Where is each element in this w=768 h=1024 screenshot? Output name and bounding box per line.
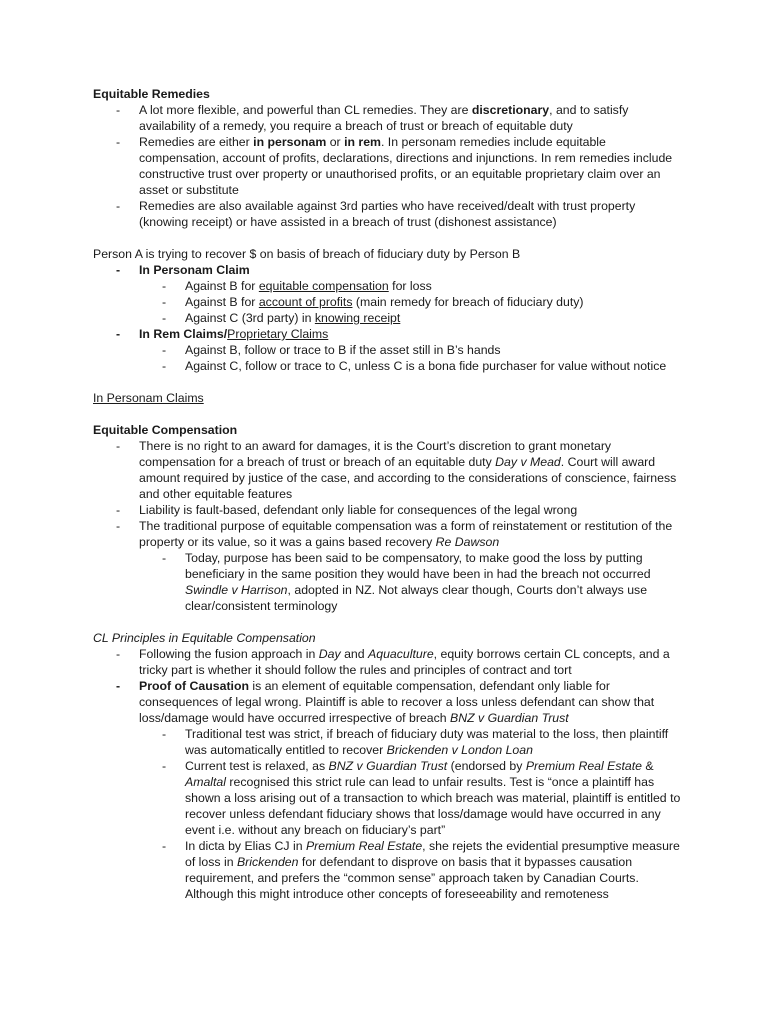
paragraph-gap [93,406,683,422]
bullet-dash: - [116,519,121,533]
bullet-dash: - [162,359,167,373]
text-segment: In Rem Claims/ [139,327,228,341]
bullet-dash: - [116,327,121,341]
text-segment: CL Principles in Equitable Compensation [93,631,316,645]
text-segment: , adopted in NZ. Not always clear though, Courts don’t always use clear/consistent terminology [185,583,648,613]
block-text [93,247,520,261]
text-segment: Against C, follow or trace to C, unless C is a bona fide purchaser for value without notice [185,359,667,373]
block-text [93,87,210,101]
text-segment: account of profits [258,295,353,309]
block-text [185,343,501,357]
text-segment: for loss [388,279,432,293]
block-text [185,727,668,757]
text-segment: BNZ v Guardian Trust [328,759,448,773]
bullet-item-level-1 [93,134,683,198]
text-segment: is an element of equitable compensation, defendant only liable for consequences of legal wrong. Plaintiff is able to recover a loss unless defendant can show that loss/damage would have occurred irrespective of breach [139,679,655,725]
block-text [139,103,628,133]
text-segment: in personam [253,135,327,149]
text-segment: . Court will award amount required by justice of the case, and according to the considerations of conscience, fairness and other equitable features [139,455,677,501]
block-text [139,679,654,725]
bullet-item-level-1 [93,502,683,518]
text-segment: Current test is relaxed, as [185,759,329,773]
text-segment: A lot more flexible, and powerful than CL remedies. They are [139,103,472,117]
bullet-item-level-1 [93,102,683,134]
block-text [139,647,670,677]
text-segment: Amaltal [185,775,227,789]
block-text [185,295,583,309]
bullet-dash: - [162,551,167,565]
text-segment: Premium Real Estate [525,759,643,773]
text-segment: Brickenden [236,855,299,869]
text-segment: There is no right to an award for damages, it is the Court’s discretion to grant monetary compensation for a breach of trust or breach of an equitable duty [139,439,612,469]
bullet-dash: - [116,135,121,149]
block-text [93,631,316,645]
paragraph-gap [93,230,683,246]
paragraph [93,246,683,262]
text-segment: Liability is fault-based, defendant only liable for consequences of the legal wrong [139,503,578,517]
block-text [185,279,432,293]
bullet-item-level-2 [93,838,683,902]
text-segment: Equitable Compensation [93,423,238,437]
text-segment: or [326,135,345,149]
bullet-dash: - [162,295,167,309]
paragraph [93,86,683,102]
text-segment: The traditional purpose of equitable compensation was a form of reinstatement or restitution of the property or its value, so it was a gains based recovery [139,519,673,549]
text-segment: equitable compensation [258,279,389,293]
bullet-item-level-1 [93,262,683,278]
text-segment: discretionary [471,103,550,117]
text-segment: In dicta by Elias CJ in [185,839,306,853]
bullet-dash: - [162,311,167,325]
text-segment: Brickenden v London Loan [386,743,533,757]
block-text [185,839,680,901]
bullet-item-level-2 [93,294,683,310]
text-segment: Premium Real Estate [305,839,423,853]
text-segment: Against C (3rd party) in [185,311,315,325]
block-text [139,263,250,277]
block-text [185,311,400,325]
text-segment: Against B for [185,279,259,293]
text-segment: , she rejets the evidential presumptive measure of loss in [185,839,680,869]
text-segment: BNZ v Guardian Trust [450,711,569,725]
text-segment: for defendant to disprove on basis that it bypasses causation requirement, and prefers the “common sense” approach taken by Canadian Courts. Although this might introduce other concepts of foreseeability and remoteness [185,855,639,901]
bullet-item-level-2 [93,310,683,326]
bullet-item-level-1 [93,518,683,550]
text-segment: , and to satisfy availability of a remedy, you require a breach of trust or breach of equitable duty [139,103,629,133]
text-segment: Proof of Causation [139,679,249,693]
bullet-item-level-1 [93,438,683,502]
text-segment: Aquaculture [368,647,434,661]
text-segment: Following the fusion approach in [139,647,319,661]
text-segment: Re Dawson [435,535,500,549]
paragraph [93,630,683,646]
paragraph-gap [93,614,683,630]
paragraph [93,422,683,438]
block-text [185,359,666,373]
block-text [93,391,204,405]
bullet-item-level-1 [93,646,683,678]
block-text [139,199,635,229]
bullet-dash: - [116,679,121,693]
block-text [139,439,676,501]
bullet-dash: - [162,759,167,773]
bullet-item-level-1 [93,326,683,342]
bullet-dash: - [162,727,167,741]
bullet-dash: - [162,839,167,853]
block-text [139,327,328,341]
bullet-item-level-2 [93,278,683,294]
block-text [93,423,237,437]
bullet-dash: - [116,439,121,453]
bullet-dash: - [116,199,121,213]
text-segment: Remedies are either [139,135,254,149]
text-segment: Day v Mead [495,455,561,469]
text-segment: Proprietary Claims [227,327,329,341]
text-segment: Against B for [185,295,259,309]
text-segment: Person A is trying to recover $ on basis of breach of fiduciary duty by Person B [93,247,521,261]
bullet-item-level-2 [93,758,683,838]
bullet-item-level-1 [93,678,683,726]
text-segment: Swindle v Harrison [185,583,288,597]
bullet-dash: - [116,263,121,277]
bullet-dash: - [162,343,167,357]
bullet-item-level-2 [93,726,683,758]
block-text [185,551,651,613]
paragraph-gap [93,374,683,390]
text-segment: In Personam Claims [93,391,204,405]
text-segment: . In personam remedies include equitable compensation, account of profits, declarations, directions and injunctions. In rem remedies include constructive trust over property or unauthorised profits, or an equitable proprietary claim over an asset or substitute [139,135,673,197]
bullet-dash: - [116,103,121,117]
bullet-item-level-1 [93,198,683,230]
text-segment: & [642,759,654,773]
text-segment: in rem [344,135,381,149]
text-segment: Against B, follow or trace to B if the asset still in B’s hands [185,343,501,357]
text-segment: knowing receipt [314,311,401,325]
text-segment: In Personam Claim [139,263,250,277]
document-page [93,86,683,902]
bullet-dash: - [116,503,121,517]
block-text [139,519,672,549]
bullet-item-level-2 [93,550,683,614]
text-segment: Traditional test was strict, if breach of fiduciary duty was material to the loss, then plaintiff was automatically entitled to recover [185,727,669,757]
block-text [185,759,680,837]
text-segment: , equity borrows certain CL concepts, and a tricky part is whether it should follow the rules and principles of contract and tort [139,647,670,677]
block-text [139,135,672,197]
text-segment: Remedies are also available against 3rd parties who have received/dealt with trust property (knowing receipt) or have assisted in a breach of trust (dishonest assistance) [139,199,636,229]
text-segment: Today, purpose has been said to be compensatory, to make good the loss by putting beneficiary in the same position they would have been in had the breach not occurred [185,551,651,581]
text-segment: (endorsed by [447,759,526,773]
bullet-item-level-2 [93,358,683,374]
text-segment: Day [318,647,341,661]
block-text [139,503,577,517]
bullet-dash: - [162,279,167,293]
bullet-dash: - [116,647,121,661]
text-segment: (main remedy for breach of fiduciary duty) [352,295,584,309]
paragraph [93,390,683,406]
text-segment: recognised this strict rule can lead to unfair results. Test is “once a plaintiff has shown a loss arising out of a transaction to which breach was material, plaintiff is entitled to recover unless defendant fiduciary shows that loss/damage would have occurred in any event i.e. without any breach on fiduciary’s part” [185,775,681,837]
bullet-item-level-2 [93,342,683,358]
text-segment: Equitable Remedies [93,87,210,101]
text-segment: and [340,647,369,661]
